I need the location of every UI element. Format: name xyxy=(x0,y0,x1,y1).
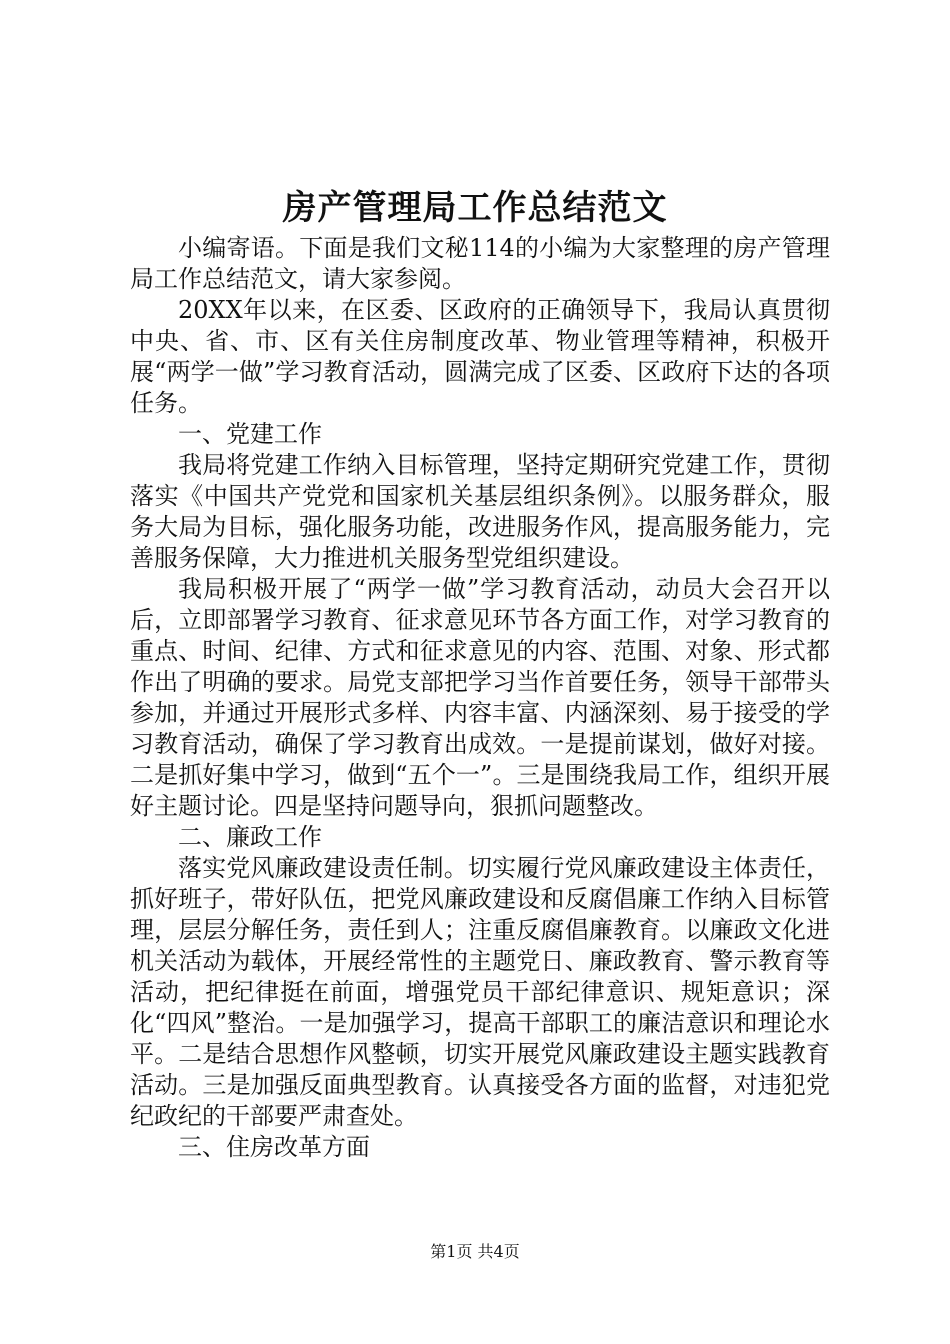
section-heading-party-building: 一、党建工作 xyxy=(178,420,322,448)
section-heading-integrity: 二、廉政工作 xyxy=(178,823,322,851)
paragraph-overview: 20XX年以来，在区委、区政府的正确领导下，我局认真贯彻中央、省、市、区有关住房制度改革、物业管理等精神，积极开展“两学一做”学习教育活动，圆满完成了区委、区政府下达的各项任务。 xyxy=(130,296,830,417)
document-title: 房产管理局工作总结范文 xyxy=(282,188,668,228)
paragraph-party-building-1: 我局将党建工作纳入目标管理，坚持定期研究党建工作，贯彻落实《中国共产党党和国家机关基层组织条例》。以服务群众，服务大局为目标，强化服务功能，改进服务作风，提高服务能力，完善服务保障，大力推进机关服务型党组织建设。 xyxy=(130,451,830,572)
document-body xyxy=(130,233,830,1163)
paragraph-party-building-2: 我局积极开展了“两学一做”学习教育活动，动员大会召开以后，立即部署学习教育、征求意见环节各方面工作，对学习教育的重点、时间、纪律、方式和征求意见的内容、范围、对象、形式都作出了明确的要求。局党支部把学习当作首要任务，领导干部带头参加，并通过开展形式多样、内容丰富、内涵深刻、易于接受的学习教育活动，确保了学习教育出成效。一是提前谋划，做好对接。二是抓好集中学习，做到“五个一”。三是围绕我局工作，组织开展好主题讨论。四是坚持问题导向，狠抓问题整改。 xyxy=(130,575,830,820)
paragraph-intro: 小编寄语。下面是我们文秘114的小编为大家整理的房产管理局工作总结范文，请大家参阅。 xyxy=(130,234,830,293)
section-heading-housing-reform: 三、住房改革方面 xyxy=(178,1133,370,1161)
paragraph-integrity: 落实党风廉政建设责任制。切实履行党风廉政建设主体责任，抓好班子，带好队伍，把党风廉政建设和反腐倡廉工作纳入目标管理，层层分解任务，责任到人；注重反腐倡廉教育。以廉政文化进机关活动为载体，开展经常性的主题党日、廉政教育、警示教育等活动，把纪律挺在前面，增强党员干部纪律意识、规矩意识；深化“四风”整治。一是加强学习，提高干部职工的廉洁意识和理论水平。二是结合思想作风整顿，切实开展党风廉政建设主题实践教育活动。三是加强反面典型教育。认真接受各方面的监督，对违犯党纪政纪的干部要严肃查处。 xyxy=(130,854,830,1130)
page-footer: 第1页 共4页 xyxy=(430,1242,520,1261)
